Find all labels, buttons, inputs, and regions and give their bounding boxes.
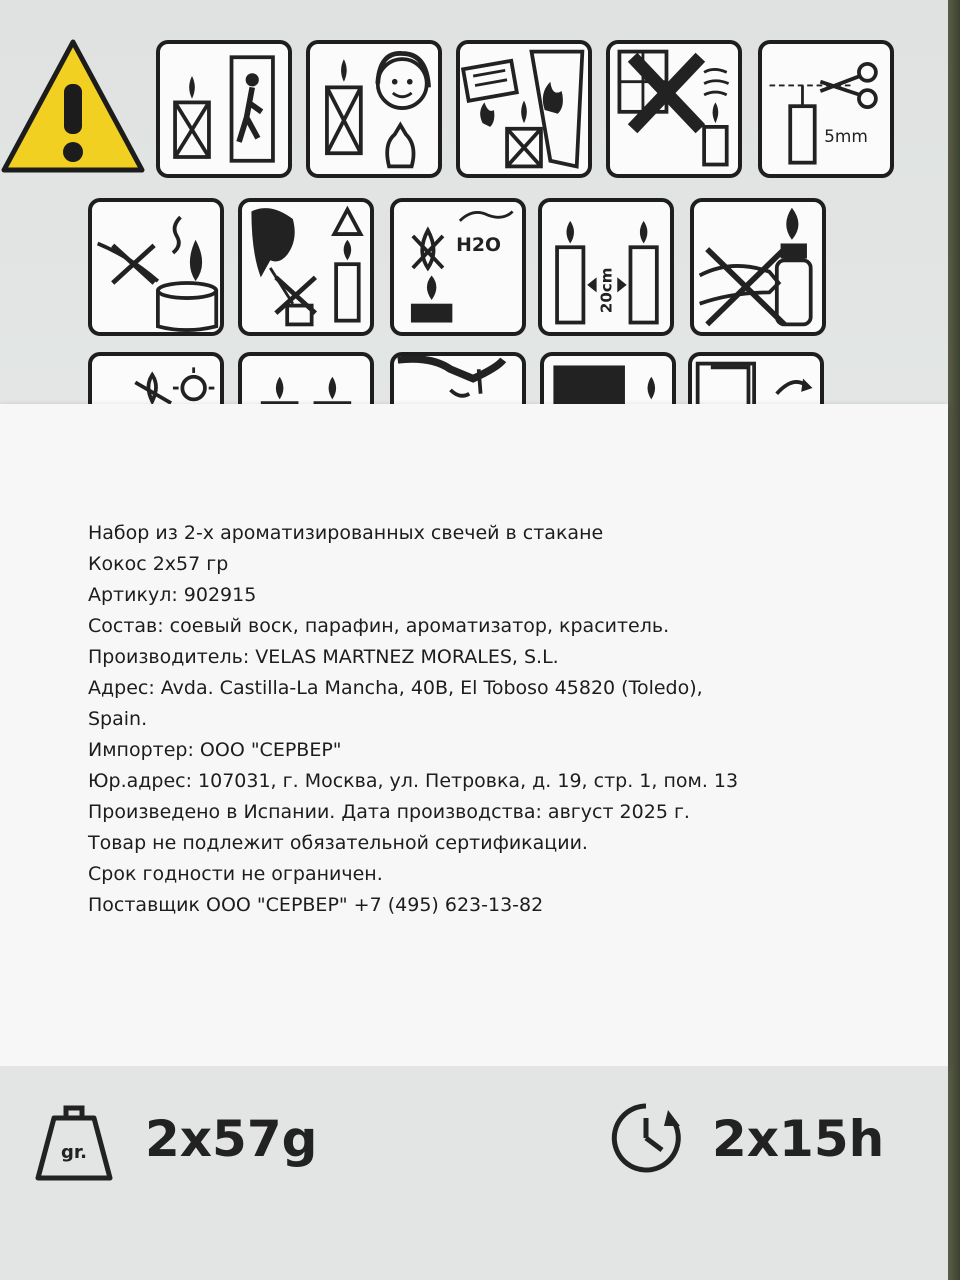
weight-icon-label: gr. (60, 1142, 88, 1163)
label-line-address: Адрес: Avda. Castilla-La Mancha, 40B, El Toboso 45820 (Toledo), (88, 677, 703, 699)
label-line-supplier: Поставщик ООО "СЕРВЕР" +7 (495) 623-13-82 (88, 894, 544, 916)
warning-triangle-icon (0, 38, 146, 174)
net-weight: 2x57g (145, 1110, 318, 1168)
label-line-article: Артикул: 902915 (88, 584, 257, 606)
do-not-touch-icon (690, 198, 826, 336)
no-candle-near-draft-icon (606, 40, 742, 178)
label-line-variant: Кокос 2х57 гр (88, 553, 229, 575)
clock-icon (608, 1100, 684, 1176)
no-water-on-flame-icon (390, 198, 526, 336)
product-info-text (88, 518, 938, 921)
label-line-importer: Импортер: ООО "СЕРВЕР" (88, 739, 342, 761)
bottom-info-band (0, 1066, 948, 1280)
label-line-legal-address: Юр.адрес: 107031, г. Москва, ул. Петровка, д. 19, стр. 1, пом. 13 (88, 770, 739, 792)
keep-away-from-children-pets-icon (306, 40, 442, 178)
no-smoke-icon (88, 198, 224, 336)
label-line-certification: Товар не подлежит обязательной сертификации. (88, 832, 588, 854)
trim-length-label: 5mm (824, 125, 868, 146)
trim-wick-icon (758, 40, 894, 178)
weight-icon (32, 1098, 116, 1182)
burn-time: 2x15h (712, 1110, 885, 1168)
do-not-blow-icon (238, 198, 374, 336)
label-line-title: Набор из 2-х ароматизированных свечей в стакане (88, 522, 604, 544)
water-label: H2O (456, 235, 501, 256)
label-line-production: Произведено в Испании. Дата производства: август 2025 г. (88, 801, 690, 823)
distance-label: 20cm (597, 267, 616, 314)
package-edge (948, 0, 960, 1280)
label-line-address-country: Spain. (88, 708, 148, 730)
label-line-manufacturer: Производитель: VELAS MARTNEZ MORALES, S.L. (88, 646, 559, 668)
label-line-composition: Состав: соевый воск, парафин, ароматизатор, краситель. (88, 615, 670, 637)
no-candle-near-flammables-icon (456, 40, 592, 178)
keep-distance-icon (538, 198, 674, 336)
label-line-shelf-life: Срок годности не ограничен. (88, 863, 383, 885)
no-candle-near-exit-icon (156, 40, 292, 178)
